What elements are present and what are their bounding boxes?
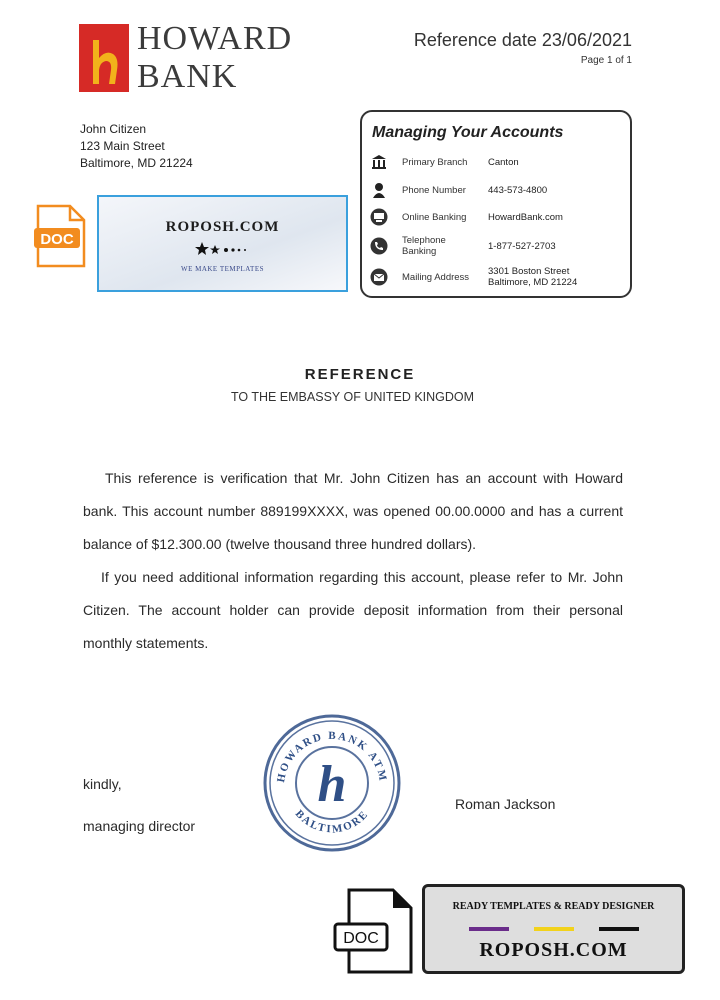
stamp-bottom-text: BALTIMORE bbox=[292, 807, 372, 836]
stamp-top-text: HOWARD BANK ATM bbox=[275, 729, 390, 784]
account-row-value: 1-877-527-2703 bbox=[488, 240, 556, 252]
managing-accounts-box bbox=[360, 110, 632, 298]
stamp-letter: h bbox=[317, 756, 347, 813]
recipient-name: John Citizen bbox=[80, 122, 147, 136]
page-info: Page 1 of 1 bbox=[580, 55, 632, 66]
closing-word: kindly, bbox=[83, 776, 122, 792]
computer-icon bbox=[370, 208, 388, 226]
doc-file-icon-bottom bbox=[333, 888, 413, 974]
bank-name-line1: HOWARD bbox=[137, 20, 293, 57]
mail-icon bbox=[370, 268, 388, 286]
signer-name: Roman Jackson bbox=[455, 796, 556, 812]
doc-label: DOC bbox=[40, 231, 74, 248]
bank-name-line2: BANK bbox=[137, 58, 238, 95]
doc-label-bottom: DOC bbox=[343, 930, 379, 947]
bank-logo-mark bbox=[79, 24, 129, 92]
account-row-value: 443-573-4800 bbox=[488, 184, 548, 196]
bank-stamp bbox=[262, 713, 402, 853]
watermark-tagline: WE MAKE TEMPLATES bbox=[180, 265, 265, 273]
accounts-box-title: Managing Your Accounts bbox=[372, 124, 564, 141]
reference-date: Reference date 23/06/2021 bbox=[413, 30, 632, 50]
account-row-value: HowardBank.com bbox=[488, 211, 563, 223]
account-row-label: Online Banking bbox=[402, 211, 467, 223]
signer-position: managing director bbox=[83, 818, 196, 834]
account-row-telephone bbox=[370, 233, 626, 259]
promo-top-text: READY TEMPLATES & READY DESIGNER bbox=[452, 901, 655, 912]
account-row-label: Primary Branch bbox=[402, 156, 468, 168]
account-row-label: Mailing Address bbox=[402, 271, 470, 283]
watermark-site: ROPOSH.COM bbox=[165, 219, 280, 235]
recipient-address bbox=[80, 121, 193, 172]
letter-paragraph-1: This reference is verification that Mr. John Citizen has an account with Howard bank. This account number 889199XXXX, was opened 00.00.0000 and has a current balance of $12.300.00 (twelve thousand three hundred dollars). bbox=[83, 470, 623, 552]
stars-icon bbox=[195, 241, 255, 257]
letter-paragraph-2: If you need additional information regarding this account, please refer to Mr. John Citizen. The account holder can provide deposit information from their personal monthly statements. bbox=[83, 569, 623, 651]
person-icon bbox=[370, 181, 388, 199]
account-row-phone bbox=[370, 177, 626, 203]
letter-subtitle: TO THE EMBASSY OF UNITED KINGDOM bbox=[230, 390, 475, 404]
recipient-street: 123 Main Street bbox=[80, 139, 165, 153]
account-row-value: 3301 Boston Street Baltimore, MD 21224 bbox=[488, 266, 578, 288]
account-row-branch bbox=[370, 149, 626, 175]
doc-file-icon bbox=[34, 204, 86, 268]
letter-closing bbox=[83, 763, 195, 847]
account-row-online bbox=[370, 204, 626, 230]
color-bars-icon bbox=[469, 927, 639, 933]
telephone-icon bbox=[370, 237, 388, 255]
account-row-mailing bbox=[370, 264, 626, 290]
recipient-city: Baltimore, MD 21224 bbox=[80, 156, 193, 170]
account-row-label: Telephone Banking bbox=[402, 235, 446, 257]
bank-building-icon bbox=[370, 153, 388, 171]
bank-name bbox=[137, 20, 292, 96]
account-row-label: Phone Number bbox=[402, 184, 466, 196]
account-row-value: Canton bbox=[488, 156, 519, 168]
promo-site: ROPOSH.COM bbox=[479, 939, 628, 961]
letter-title: REFERENCE bbox=[304, 366, 416, 383]
promo-box bbox=[422, 884, 685, 974]
watermark-banner bbox=[97, 195, 348, 292]
